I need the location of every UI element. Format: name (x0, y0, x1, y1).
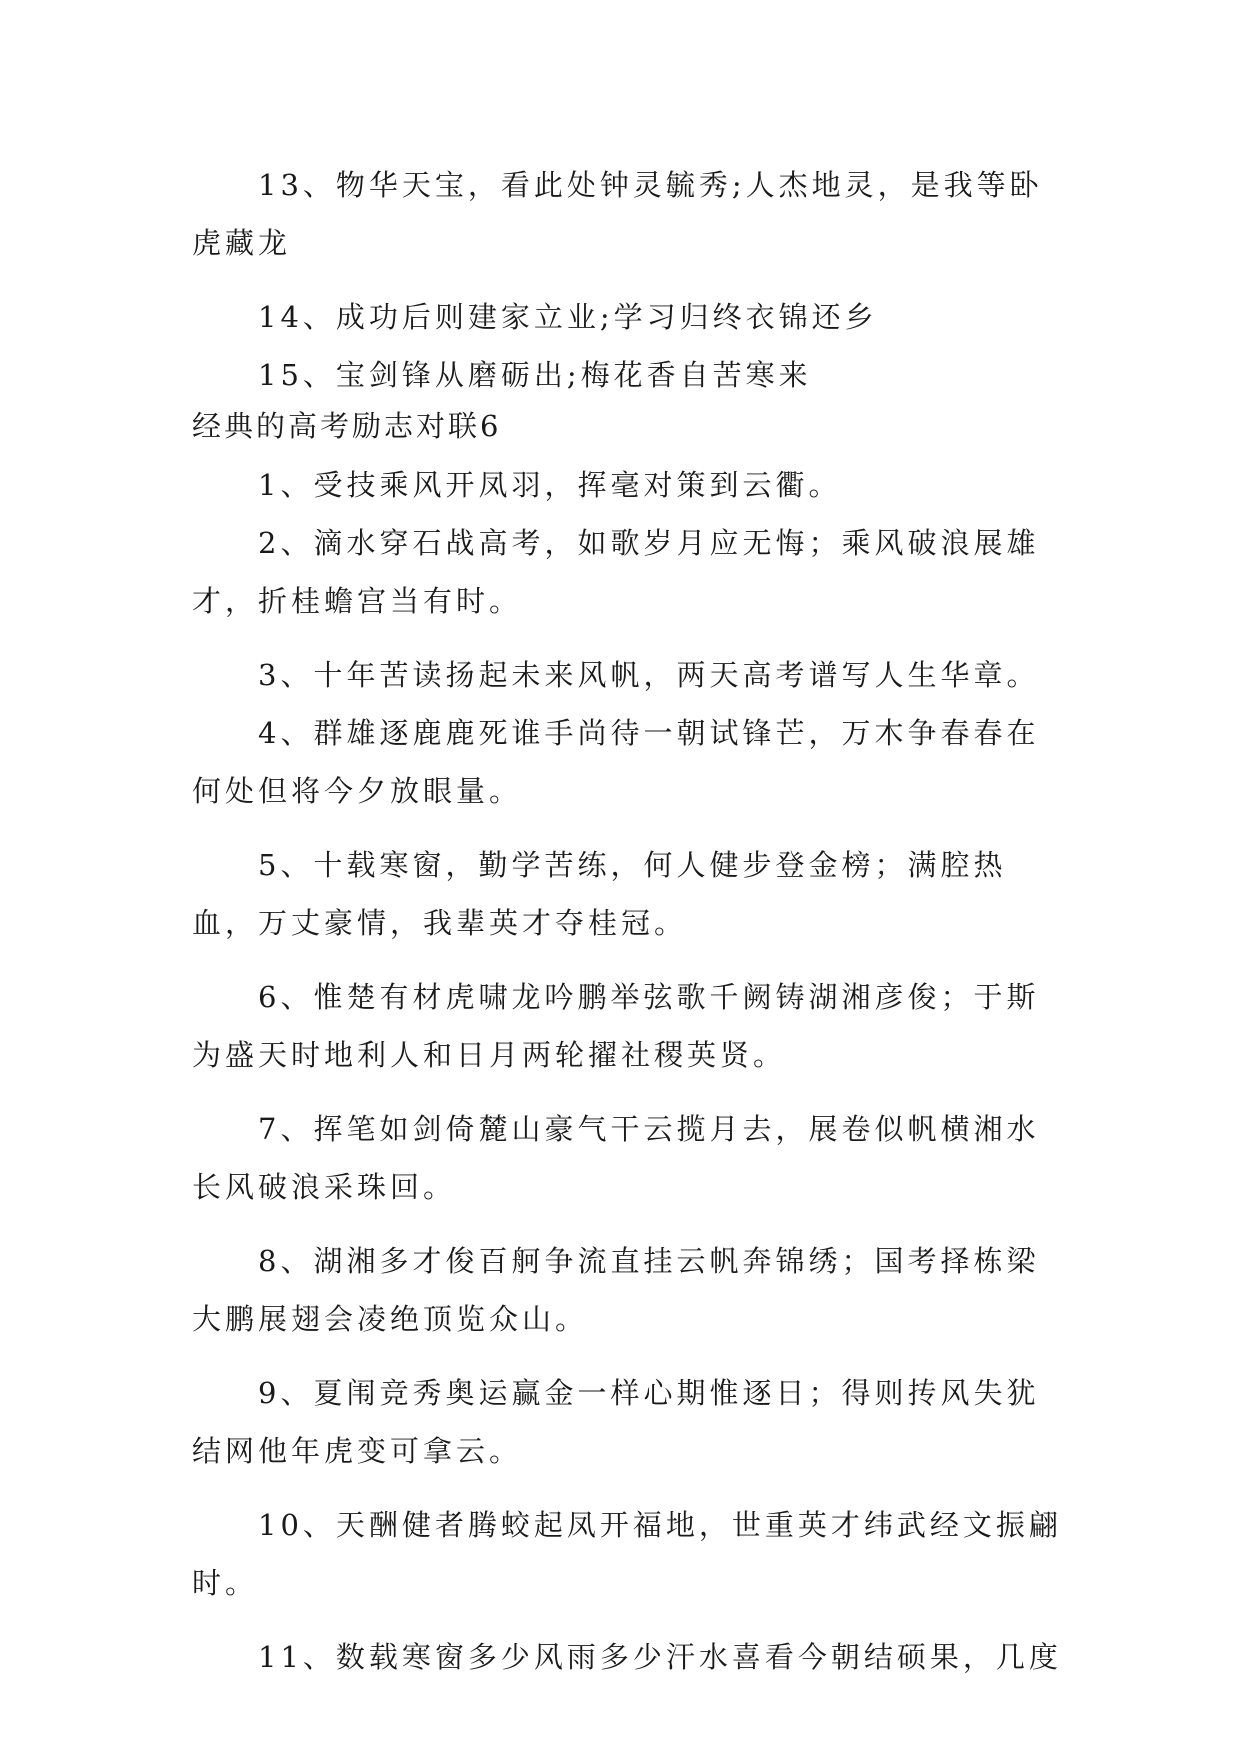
document-body (192, 156, 1062, 1686)
couplet-1: 1、受技乘风开凤羽，挥毫对策到云衢。 (258, 468, 842, 502)
couplet-13: 13、物华天宝，看此处钟灵毓秀;人杰地灵，是我等卧虎藏龙 (192, 168, 1043, 260)
couplet-15: 15、宝剑锋从磨砺出;梅花香自苦寒来 (258, 358, 812, 392)
couplet-14: 14、成功后则建家立业;学习归终衣锦还乡 (258, 300, 878, 334)
couplet-7: 7、挥笔如剑倚麓山豪气干云揽月去，展卷似帆横湘水长风破浪采珠回。 (192, 1112, 1040, 1204)
couplet-3: 3、十年苦读扬起未来风帆，两天高考谱写人生华章。 (258, 658, 1040, 692)
couplet-9: 9、夏闱竞秀奥运赢金一样心期惟逐日；得则抟风失犹结网他年虎变可拿云。 (192, 1376, 1040, 1468)
couplet-8: 8、湖湘多才俊百舸争流直挂云帆奔锦绣；国考择栋梁大鹏展翅会凌绝顶览众山。 (192, 1244, 1040, 1336)
couplet-11: 11、数载寒窗多少风雨多少汗水喜看今朝结硕果，几度 (258, 1640, 1062, 1674)
couplet-10: 10、天酬健者腾蛟起凤开福地，世重英才纬武经文振翩时。 (192, 1508, 1062, 1600)
couplet-2: 2、滴水穿石战高考，如歌岁月应无悔；乘风破浪展雄才，折桂蟾宫当有时。 (192, 526, 1040, 618)
couplet-5: 5、十载寒窗，勤学苦练，何人健步登金榜；满腔热血，万丈豪情，我辈英才夺桂冠。 (192, 848, 1007, 940)
couplet-6: 6、惟楚有材虎啸龙吟鹏举弦歌千阙铸湖湘彦俊；于斯为盛天时地利人和日月两轮擢社稷英贤。 (192, 980, 1040, 1072)
section-heading: 经典的高考励志对联6 (192, 409, 502, 443)
couplet-4: 4、群雄逐鹿鹿死谁手尚待一朝试锋芒，万木争春春在何处但将今夕放眼量。 (192, 716, 1040, 808)
